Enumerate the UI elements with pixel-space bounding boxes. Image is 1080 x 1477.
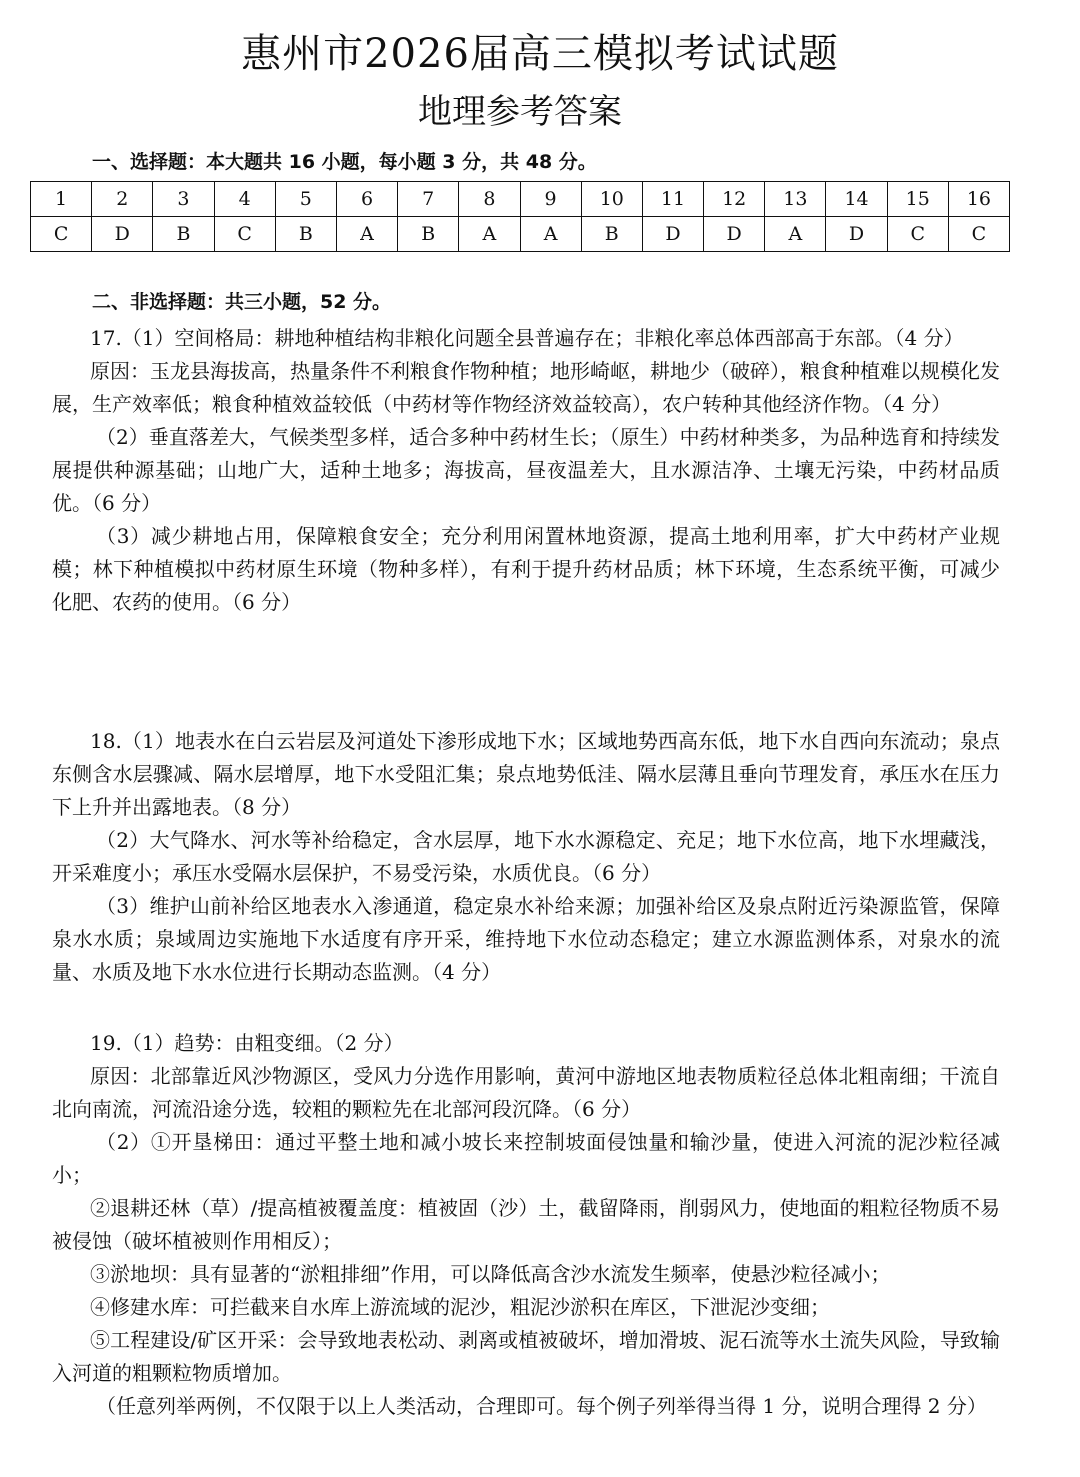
answer-letter: B	[153, 217, 214, 252]
q17-part1-pattern: 17.（1）空间格局：耕地种植结构非粮化问题全县普遍存在；非粮化率总体西部高于东部。（4 分）	[90, 326, 964, 350]
question-number: 13	[765, 182, 826, 217]
answer-letter: B	[398, 217, 459, 252]
answer-table	[30, 181, 1010, 252]
question-number: 8	[459, 182, 520, 217]
page-subtitle: 地理参考答案	[418, 92, 622, 132]
question-number: 11	[642, 182, 703, 217]
question-17-answer	[52, 322, 1000, 619]
answer-letter: D	[704, 217, 765, 252]
page-title: 惠州市2026届高三模拟考试试题	[241, 31, 839, 77]
q19-scoring-note: （任意列举两例，不仅限于以上人类活动，合理即可。每个例子列举得当得 1 分，说明合理得 2 分）	[96, 1394, 987, 1418]
answer-letter: A	[459, 217, 520, 252]
answer-table-number-row	[31, 182, 1010, 217]
question-number: 15	[887, 182, 948, 217]
answer-letter: B	[581, 217, 642, 252]
section2-heading: 二、非选择题：共三小题，52 分。	[92, 291, 392, 313]
question-number: 7	[398, 182, 459, 217]
question-number: 4	[214, 182, 275, 217]
q19-part2-engineering: ⑤工程建设/矿区开采：会导致地表松动、剥离或植被破坏，增加滑坡、泥石流等水土流失风险，导致输入河道的粗颗粒物质增加。	[52, 1328, 1000, 1385]
answer-letter: C	[887, 217, 948, 252]
question-18-answer	[52, 725, 1000, 989]
q19-part2-reservoir: ④修建水库：可拦截来自水库上游流域的泥沙，粗泥沙淤积在库区，下泄泥沙变细；	[90, 1295, 830, 1319]
q17-part2: （2）垂直落差大，气候类型多样，适合多种中药材生长；（原生）中药材种类多，为品种选育和持续发展提供种源基础；山地广大，适种土地多；海拔高，昼夜温差大，且水源洁净、土壤无污染，中药材品质优。（6 分）	[52, 425, 1000, 515]
question-number: 2	[92, 182, 153, 217]
answer-letter: D	[92, 217, 153, 252]
question-number: 12	[704, 182, 765, 217]
answer-letter: C	[31, 217, 92, 252]
answer-letter: A	[336, 217, 397, 252]
q19-part2-terraces: （2）①开垦梯田：通过平整土地和减小坡长来控制坡面侵蚀量和输沙量，使进入河流的泥沙粒径减小；	[52, 1130, 1000, 1187]
section1-heading: 一、选择题：本大题共 16 小题，每小题 3 分，共 48 分。	[92, 151, 597, 173]
answer-letter: D	[642, 217, 703, 252]
question-number: 6	[336, 182, 397, 217]
question-number: 10	[581, 182, 642, 217]
answer-letter: A	[520, 217, 581, 252]
question-number: 1	[31, 182, 92, 217]
question-19-answer	[52, 1027, 1000, 1423]
q19-part2-check-dam: ③淤地坝：具有显著的“淤粗排细”作用，可以降低高含沙水流发生频率，使悬沙粒径减小；	[90, 1262, 891, 1286]
q19-part2-vegetation: ②退耕还林（草）/提高植被覆盖度：植被固（沙）土，截留降雨，削弱风力，使地面的粗粒径物质不易被侵蚀（破坏植被则作用相反）；	[52, 1196, 1000, 1253]
q17-part1-reason: 原因：玉龙县海拔高，热量条件不利粮食作物种植；地形崎岖，耕地少（破碎），粮食种植难以规模化发展，生产效率低；粮食种植效益较低（中药材等作物经济效益较高），农户转种其他经济作物。（4 分）	[52, 359, 1000, 416]
question-number: 9	[520, 182, 581, 217]
answer-letter: C	[948, 217, 1009, 252]
q18-part3: （3）维护山前补给区地表水入渗通道，稳定泉水补给来源；加强补给区及泉点附近污染源监管，保障泉水水质；泉域周边实施地下水适度有序开采，维持地下水位动态稳定；建立水源监测体系，对泉水的流量、水质及地下水水位进行长期动态监测。（4 分）	[52, 894, 1000, 984]
answer-letter: C	[214, 217, 275, 252]
q18-part1: 18.（1）地表水在白云岩层及河道处下渗形成地下水；区域地势西高东低，地下水自西向东流动；泉点东侧含水层骤减、隔水层增厚，地下水受阻汇集；泉点地势低洼、隔水层薄且垂向节理发育，承压水在压力下上升并出露地表。（8 分）	[52, 729, 1000, 819]
q17-part3: （3）减少耕地占用，保障粮食安全；充分利用闲置林地资源，提高土地利用率，扩大中药材产业规模；林下种植模拟中药材原生环境（物种多样），有利于提升药材品质；林下环境，生态系统平衡，可减少化肥、农药的使用。（6 分）	[52, 524, 1000, 614]
answer-letter: D	[826, 217, 887, 252]
question-number: 3	[153, 182, 214, 217]
q18-part2: （2）大气降水、河水等补给稳定，含水层厚，地下水水源稳定、充足；地下水位高，地下水埋藏浅，开采难度小；承压水受隔水层保护，不易受污染，水质优良。（6 分）	[52, 828, 1000, 885]
answer-letter: A	[765, 217, 826, 252]
question-number: 16	[948, 182, 1009, 217]
answer-letter: B	[275, 217, 336, 252]
answer-table-answer-row	[31, 217, 1010, 252]
q19-part1-trend: 19.（1）趋势：由粗变细。（2 分）	[90, 1031, 404, 1055]
q19-part1-reason: 原因：北部靠近风沙物源区，受风力分选作用影响，黄河中游地区地表物质粒径总体北粗南细；干流自北向南流，河流沿途分选，较粗的颗粒先在北部河段沉降。（6 分）	[52, 1064, 1000, 1121]
question-number: 5	[275, 182, 336, 217]
question-number: 14	[826, 182, 887, 217]
